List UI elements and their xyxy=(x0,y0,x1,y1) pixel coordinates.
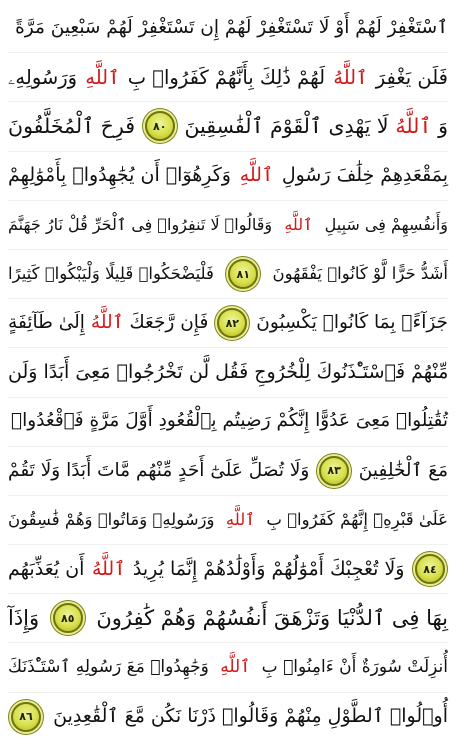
ayah-number: ٨٦ xyxy=(19,710,33,724)
verse-lines xyxy=(8,4,448,741)
ayah-number-marker xyxy=(217,308,247,338)
verse-line xyxy=(8,643,448,692)
verse-text: وَ xyxy=(438,114,448,139)
ayah-number: ٨٢ xyxy=(225,316,240,330)
verse-text: وَقَالُوا۟ لَا تَنفِرُوا۟ فِى ٱلْحَرِّ قُلْ نَارُ جَهَنَّمَ xyxy=(8,214,273,234)
divine-name: ٱللَّهِ xyxy=(239,164,274,187)
verse-line xyxy=(8,201,448,250)
verse-text: فَرِحَ ٱلْمُخَلَّفُونَ xyxy=(8,114,136,139)
verse-text: أَشَدُّ حَرًّا لَّوْ كَانُوا۟ يَفْقَهُونَ xyxy=(272,263,448,283)
line-text xyxy=(8,308,448,338)
divine-name: ٱللَّهِ xyxy=(220,657,251,678)
verse-text: وَلَا تُصَلِّ عَلَىٰٓ أَحَدٍ مِّنْهُم مَّاتَ أَبَدًا وَلَا تَقُمْ xyxy=(8,459,310,481)
divine-name: ٱللَّهُ xyxy=(395,114,432,139)
verse-text: لَا يَهْدِى ٱلْقَوْمَ ٱلْفَٰسِقِينَ xyxy=(184,114,389,139)
line-text xyxy=(8,509,448,529)
line-text xyxy=(8,214,448,234)
ayah-number-marker xyxy=(228,259,258,289)
verse-text: عَلَىٰ قَبْرِهِۦٓ إِنَّهُمْ كَفَرُوا۟ بِ xyxy=(266,509,448,529)
verse-text: جَزَآءًۢ بِمَا كَانُوا۟ يَكْسِبُونَ xyxy=(256,311,448,333)
line-text xyxy=(8,259,448,289)
ayah-number: ٨٥ xyxy=(61,611,75,625)
verse-text: مَعَ ٱلْخَٰلِفِينَ xyxy=(358,459,448,481)
verse-text: وَإِذَآ xyxy=(8,605,40,630)
verse-line xyxy=(8,496,448,545)
verse-text: تُقَٰتِلُوا۟ مَعِىَ عَدُوًّا إِنَّكُمْ رَضِيتُم بِٱلْقُعُودِ أَوَّلَ مَرَّةٍ فَٱقْعُدُوا۟ xyxy=(11,410,448,432)
line-text xyxy=(8,603,448,633)
verse-text: وَلَا تُعْجِبْكَ أَمْوَٰلُهُمْ وَأَوْلَٰدُهُمْ إِنَّمَا يُرِيدُ xyxy=(132,557,405,580)
line-text xyxy=(8,65,448,89)
line-text xyxy=(8,456,448,486)
verse-text: مِّنْهُمْ فَٱسْتَـْٔذَنُوكَ لِلْخُرُوجِ فَقُل لَّن تَخْرُجُوا۟ مَعِىَ أَبَدًا وَلَن xyxy=(8,360,449,383)
line-text xyxy=(8,412,448,431)
verse-text: لَهُمْ ذَٰلِكَ بِأَنَّهُمْ كَفَرُوا۟ بِ xyxy=(127,65,326,89)
verse-line xyxy=(8,398,448,447)
ayah-number-marker xyxy=(145,111,175,141)
divine-name: ٱللَّهِ xyxy=(225,509,255,529)
verse-line xyxy=(8,102,448,151)
ayah-number-marker xyxy=(53,603,83,633)
verse-text: أَن يُعَذِّبَهُم xyxy=(8,557,85,580)
verse-text: بِهَا فِى ٱلدُّنْيَا وَتَزْهَقَ أَنفُسُهُمْ وَهُمْ كَٰفِرُونَ xyxy=(96,605,448,630)
ayah-number-marker xyxy=(11,702,41,732)
verse-text: فَإِن رَّجَعَكَ xyxy=(129,311,209,333)
verse-text: أُنزِلَتْ سُورَةٌ أَنْ ءَامِنُوا۟ بِ xyxy=(261,657,448,678)
line-text xyxy=(8,702,448,732)
line-text xyxy=(8,554,448,584)
verse-line xyxy=(8,4,448,53)
divine-name: ٱللَّهُ xyxy=(90,311,124,333)
verse-line xyxy=(8,594,448,643)
ayah-number: ٨٤ xyxy=(423,562,437,576)
verse-line xyxy=(8,250,448,299)
verse-text: ٱسْتَغْفِرْ لَهُمْ أَوْ لَا تَسْتَغْفِرْ لَهُمْ إِن تَسْتَغْفِرْ لَهُمْ سَبْعِينَ مَرَّةً xyxy=(15,16,448,38)
verse-line xyxy=(8,299,448,348)
line-text xyxy=(8,111,448,141)
line-text xyxy=(8,166,448,185)
verse-text: أُو۟لُوا۟ ٱلطَّوْلِ مِنْهُمْ وَقَالُوا۟ ذَرْنَا نَكُن مَّعَ ٱلْقَٰعِدِينَ xyxy=(53,705,448,728)
verse-line xyxy=(8,447,448,496)
verse-text: وَرَسُولِهِۦ xyxy=(8,65,78,89)
divine-name: ٱللَّهِ xyxy=(85,65,120,89)
line-text xyxy=(8,659,448,676)
ayah-number-marker xyxy=(319,456,349,486)
verse-line xyxy=(8,348,448,397)
verse-text: إِلَىٰ طَآئِفَةٍ xyxy=(8,311,85,333)
ayah-number: ٨١ xyxy=(236,267,250,281)
verse-text: فَلْيَضْحَكُوا۟ قَلِيلًا وَلْيَبْكُوا۟ كَثِيرًا xyxy=(8,263,214,283)
line-text xyxy=(8,16,448,38)
ayah-number: ٨٣ xyxy=(327,464,341,478)
verse-text: فَلَن يَغْفِرَ xyxy=(375,65,448,89)
verse-text: وَرَسُولِهِۦ وَمَاتُوا۟ وَهُمْ فَٰسِقُونَ xyxy=(8,509,215,529)
ayah-number-marker xyxy=(415,554,445,584)
divine-name: ٱللَّهِ xyxy=(284,214,313,234)
verse-line xyxy=(8,693,448,741)
divine-name: ٱللَّهُ xyxy=(91,557,126,580)
line-text xyxy=(8,360,449,383)
ayah-number: ٨٠ xyxy=(153,119,167,133)
verse-text: وَكَرِهُوٓا۟ أَن يُجَٰهِدُوا۟ بِأَمْوَٰلِهِمْ xyxy=(8,164,231,187)
verse-line xyxy=(8,152,448,201)
verse-text: بِمَقْعَدِهِمْ خِلَٰفَ رَسُولِ xyxy=(281,164,448,187)
verse-line xyxy=(8,545,448,594)
verse-text: وَأَنفُسِهِمْ فِى سَبِيلِ xyxy=(324,214,448,234)
divine-name: ٱللَّهُ xyxy=(333,65,368,89)
verse-text: وَجَٰهِدُوا۟ مَعَ رَسُولِهِ ٱسْتَـْٔذَنَكَ xyxy=(8,657,209,678)
verse-line xyxy=(8,53,448,102)
